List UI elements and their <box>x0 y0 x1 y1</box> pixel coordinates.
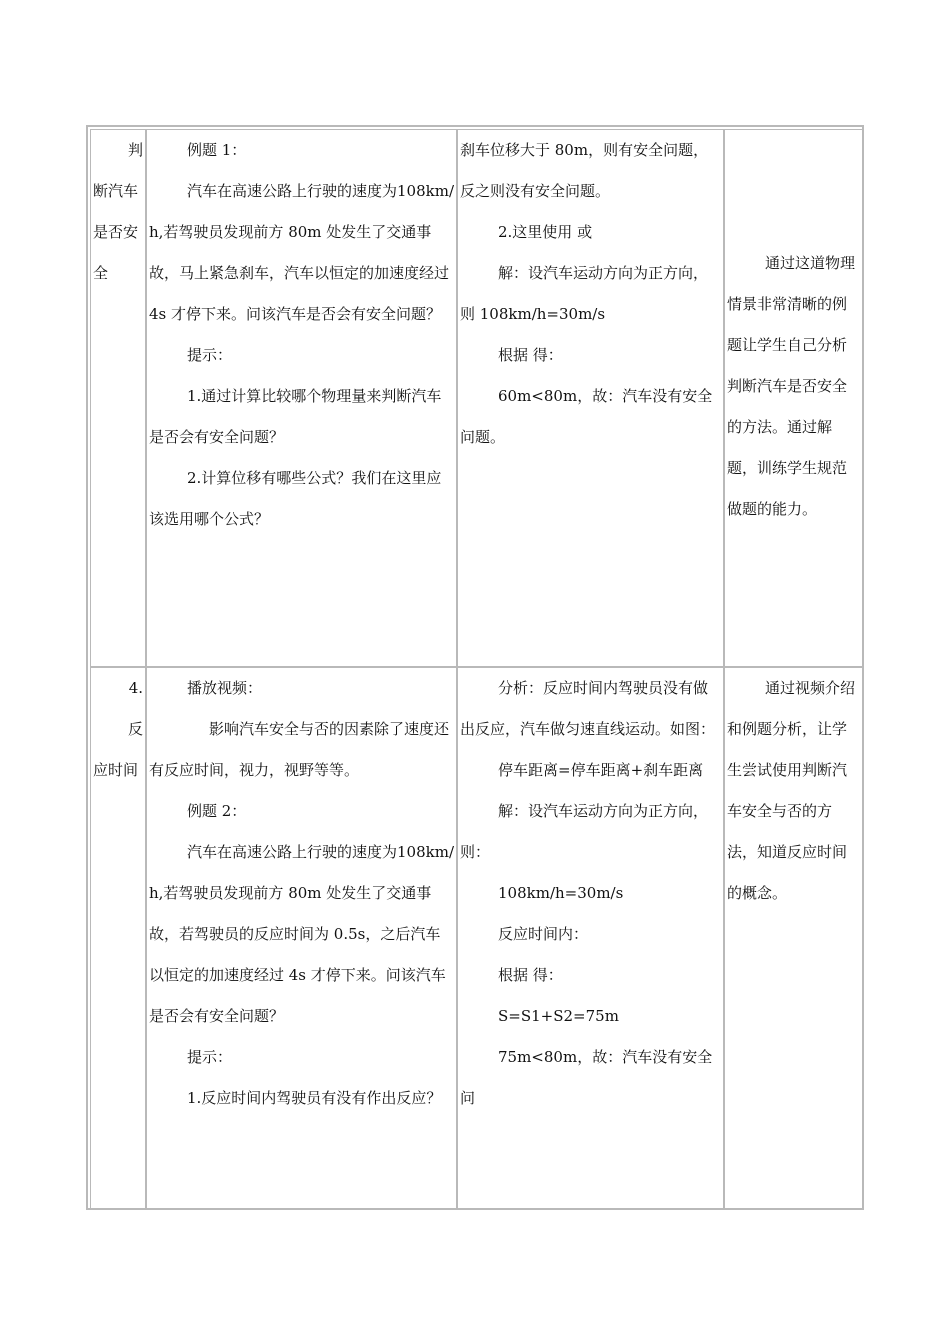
row1-intent-text: 通过这道物理情景非常清晰的例题让学生自己分析判断汽车是否安全的方法。通过解题，训练学生规范做题的能力。 <box>727 254 856 518</box>
row2-stage-cell <box>90 667 146 1209</box>
row2-hint-title: 提示： <box>187 1048 233 1066</box>
row2-stage-line-2: 反 <box>127 720 143 738</box>
row2-solution-line-5: 反应时间内： <box>498 925 589 943</box>
row2-video-title: 播放视频： <box>187 679 263 697</box>
row1-activity-cell <box>146 129 457 667</box>
row2-stage-line-3: 应时间 <box>93 761 139 779</box>
row2-solution-line-3: 解：设汽车运动方向为正方向，则： <box>460 802 709 861</box>
row1-solution-line-1: 刹车位移大于 80m，则有安全问题，反之则没有安全问题。 <box>460 141 709 200</box>
row1-hint-2: 2.计算位移有哪些公式？我们在这里应该选用哪个公式？ <box>149 469 442 528</box>
row2-intent-text: 通过视频介绍和例题分析，让学生尝试使用判断汽车安全与否的方法，知道反应时间的概念。 <box>727 679 856 902</box>
row2-solution-line-7: S=S1+S2=75m <box>498 1007 619 1025</box>
row1-solution-cell <box>457 129 724 667</box>
row1-stage-line-1: 判 <box>127 141 143 159</box>
row2-solution-line-8: 75m<80m，故：汽车没有安全问 <box>460 1048 713 1107</box>
row2-example-title: 例题 2： <box>187 802 247 820</box>
row1-hint-1: 1.通过计算比较哪个物理量来判断汽车是否会有安全问题？ <box>149 387 442 446</box>
row1-intent-cell <box>724 129 863 667</box>
row1-example-title: 例题 1： <box>187 141 247 159</box>
row1-stage-cell <box>90 129 146 667</box>
row2-activity-cell <box>146 667 457 1209</box>
row2-intent-cell <box>724 667 863 1209</box>
lesson-plan-table <box>86 125 864 1210</box>
row2-hint-1: 1.反应时间内驾驶员有没有作出反应？ <box>187 1089 442 1107</box>
row2-solution-line-2: 停车距离=停车距离+刹车距离 <box>498 761 704 779</box>
row2-stage-line-1: 4. <box>128 679 143 697</box>
row2-example-text: 汽车在高速公路上行驶的速度为108km/h,若驾驶员发现前方 80m 处发生了交通事故，若驾驶员的反应时间为 0.5s，之后汽车以恒定的加速度经过 4s 才停下来。问该汽车是否会有安全问题？ <box>149 843 454 1025</box>
row1-hint-title: 提示： <box>187 346 233 364</box>
row1-example-text: 汽车在高速公路上行驶的速度为108km/h,若驾驶员发现前方 80m 处发生了交通事故，马上紧急刹车，汽车以恒定的加速度经过 4s 才停下来。问该汽车是否会有安全问题？ <box>149 182 454 323</box>
row2-video-text: 影响汽车安全与否的因素除了速度还有反应时间，视力，视野等等。 <box>149 720 450 779</box>
row2-solution-line-4: 108km/h=30m/s <box>498 884 624 902</box>
row2-solution-cell <box>457 667 724 1209</box>
row1-solution-line-4: 根据 得： <box>498 346 563 364</box>
row1-solution-line-2: 2.这里使用 或 <box>498 223 593 241</box>
row1-solution-line-3: 解：设汽车运动方向为正方向，则 108km/h=30m/s <box>460 264 709 323</box>
row2-solution-line-1: 分析：反应时间内驾驶员没有做出反应，汽车做匀速直线运动。如图： <box>460 679 716 738</box>
row1-solution-line-5: 60m<80m，故：汽车没有安全问题。 <box>460 387 713 446</box>
row1-stage-line-2: 断汽车是否安全 <box>93 182 139 282</box>
row2-solution-line-6: 根据 得： <box>498 966 563 984</box>
